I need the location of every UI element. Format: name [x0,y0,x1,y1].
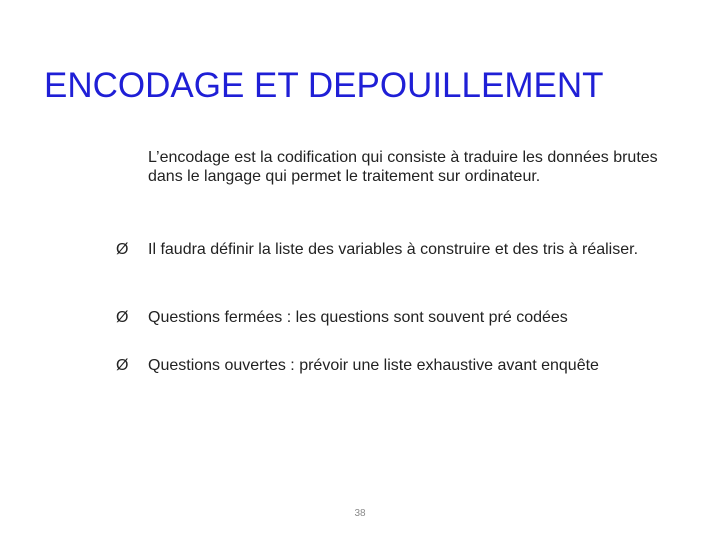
arrow-bullet-icon: Ø [116,357,129,374]
arrow-bullet-icon: Ø [116,309,129,326]
list-item [116,308,696,327]
list-item [116,240,696,259]
bullet-text: Questions ouvertes : prévoir une liste exhaustive avant enquête [148,357,599,374]
bullet-text: Questions fermées : les questions sont souvent pré codées [148,309,568,326]
intro-paragraph: L’encodage est la codification qui consiste à traduire les données brutes dans le langage qui permet le traitement sur ordinateur. [148,149,658,185]
page-number: 38 [354,508,366,519]
list-item [116,356,696,375]
arrow-bullet-icon: Ø [116,241,129,258]
bullet-text: Il faudra définir la liste des variables à construire et des tris à réaliser. [148,241,639,258]
slide-title: ENCODAGE ET DEPOUILLEMENT [44,66,604,105]
